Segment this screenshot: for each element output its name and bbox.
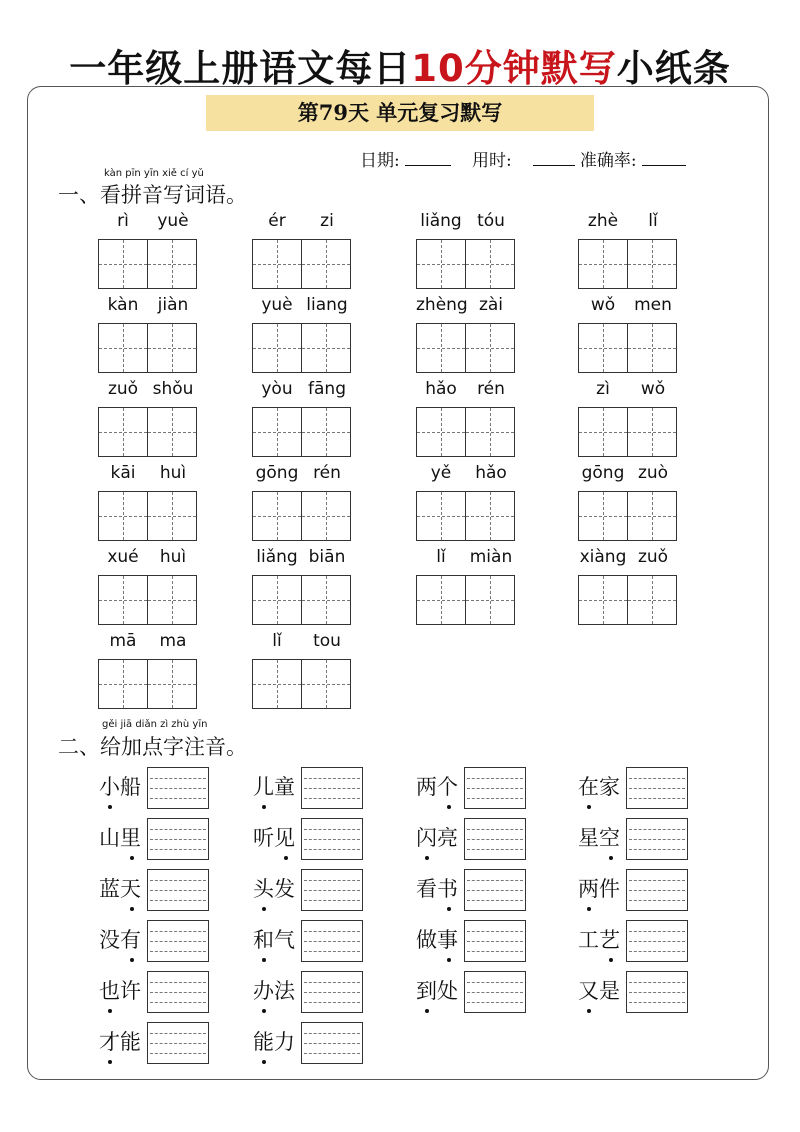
zhuyin-item [578, 869, 690, 913]
emphasis-dot [587, 1009, 591, 1013]
day-label: 第79天 单元复习默写 [206, 95, 594, 131]
writing-grid[interactable] [578, 407, 678, 457]
writing-cell[interactable] [301, 323, 351, 373]
emphasis-dot [262, 805, 266, 809]
pinyin-syllable: zuǒ [107, 379, 139, 399]
pinyin-syllable: liǎng [420, 211, 462, 231]
pinyin-label [416, 295, 516, 317]
pinyin-syllable: liǎng [256, 547, 298, 567]
zhuyin-item [253, 767, 365, 811]
emphasis-dot [108, 805, 112, 809]
zhuyin-item [253, 818, 365, 862]
pinyin-label [252, 463, 352, 485]
pinyin-answer-box[interactable] [147, 920, 209, 962]
word-text: 蓝天 [99, 877, 141, 901]
writing-cell[interactable] [98, 323, 148, 373]
word-text: 头发 [253, 877, 295, 901]
writing-cell[interactable] [416, 239, 466, 289]
zhuyin-item [99, 920, 211, 964]
pinyin-answer-box[interactable] [464, 971, 526, 1013]
pinyin-syllable: zi [320, 211, 334, 231]
pinyin-answer-box[interactable] [464, 920, 526, 962]
pinyin-syllable: wǒ [640, 379, 666, 399]
pinyin-label [578, 295, 678, 317]
pinyin-label [98, 211, 198, 233]
writing-grid[interactable] [416, 239, 516, 289]
writing-grid[interactable] [416, 323, 516, 373]
writing-cell[interactable] [627, 323, 677, 373]
zhuyin-item [416, 767, 528, 811]
pinyin-syllable: jiàn [157, 295, 189, 315]
pinyin-label [416, 463, 516, 485]
date-blank[interactable] [405, 165, 451, 166]
pinyin-syllable: zì [596, 379, 610, 399]
writing-grid[interactable] [98, 575, 198, 625]
writing-grid[interactable] [578, 323, 678, 373]
writing-cell[interactable] [578, 491, 628, 541]
emphasis-dot [130, 958, 134, 962]
emphasis-dot [609, 856, 613, 860]
pinyin-syllable: kāi [110, 463, 136, 483]
zhuyin-item [578, 920, 690, 964]
pinyin-syllable: liang [306, 295, 348, 315]
pinyin-answer-box[interactable] [301, 920, 363, 962]
pinyin-syllable: yuè [261, 295, 293, 315]
zhuyin-item [99, 869, 211, 913]
writing-cell[interactable] [252, 407, 302, 457]
pinyin-syllable: men [634, 295, 672, 315]
writing-cell[interactable] [252, 659, 302, 709]
writing-cell[interactable] [578, 323, 628, 373]
title-accent: 10分钟默写 [411, 47, 617, 90]
word-text: 也许 [99, 979, 141, 1003]
pinyin-syllable: gōng [581, 463, 625, 483]
pinyin-answer-box[interactable] [147, 1022, 209, 1064]
pinyin-syllable: lǐ [648, 211, 658, 231]
pinyin-syllable: lǐ [272, 631, 282, 651]
word-text: 闪亮 [416, 826, 458, 850]
word-text: 在家 [578, 775, 620, 799]
pinyin-syllable: rì [117, 211, 129, 231]
writing-cell[interactable] [98, 407, 148, 457]
emphasis-dot [447, 907, 451, 911]
pinyin-syllable: huì [159, 547, 187, 567]
writing-grid[interactable] [416, 407, 516, 457]
emphasis-dot [108, 1009, 112, 1013]
pinyin-label [416, 547, 516, 569]
writing-cell[interactable] [301, 491, 351, 541]
word-text: 才能 [99, 1030, 141, 1054]
pinyin-syllable: kàn [107, 295, 139, 315]
section2-ruby: gěi jiā diǎn zì zhù yīn [102, 719, 208, 730]
word-text: 办法 [253, 979, 295, 1003]
pinyin-label [578, 463, 678, 485]
pinyin-syllable: mā [109, 631, 137, 651]
pinyin-answer-box[interactable] [301, 869, 363, 911]
word-text: 两件 [578, 877, 620, 901]
writing-cell[interactable] [252, 491, 302, 541]
pinyin-answer-box[interactable] [626, 971, 688, 1013]
writing-cell[interactable] [301, 239, 351, 289]
pinyin-label [416, 211, 516, 233]
pinyin-label [98, 631, 198, 653]
zhuyin-item [578, 818, 690, 862]
accuracy-blank[interactable] [642, 165, 686, 166]
pinyin-label [578, 379, 678, 401]
zhuyin-item [99, 971, 211, 1015]
pinyin-syllable: huì [159, 463, 187, 483]
zhuyin-item [253, 971, 365, 1015]
word-text: 看书 [416, 877, 458, 901]
writing-cell[interactable] [578, 239, 628, 289]
pinyin-syllable: gōng [255, 463, 299, 483]
writing-cell[interactable] [98, 659, 148, 709]
word-text: 小船 [99, 775, 141, 799]
word-text: 能力 [253, 1030, 295, 1054]
writing-grid[interactable] [252, 239, 352, 289]
pinyin-syllable: hǎo [475, 463, 507, 483]
pinyin-syllable: zuǒ [637, 547, 669, 567]
writing-cell[interactable] [147, 323, 197, 373]
pinyin-answer-box[interactable] [464, 767, 526, 809]
writing-cell[interactable] [578, 575, 628, 625]
emphasis-dot [587, 907, 591, 911]
pinyin-syllable: ér [268, 211, 286, 231]
pinyin-syllable: lǐ [436, 547, 446, 567]
pinyin-syllable: zhèng [416, 295, 468, 315]
writing-grid[interactable] [98, 659, 198, 709]
writing-cell[interactable] [98, 575, 148, 625]
word-text: 又是 [578, 979, 620, 1003]
writing-cell[interactable] [252, 575, 302, 625]
writing-cell[interactable] [301, 659, 351, 709]
writing-cell[interactable] [252, 239, 302, 289]
zhuyin-item [578, 971, 690, 1015]
word-text: 没有 [99, 928, 141, 952]
pinyin-syllable: zài [478, 295, 504, 315]
emphasis-dot [587, 805, 591, 809]
writing-cell[interactable] [147, 659, 197, 709]
date-label: 日期: [360, 151, 400, 171]
emphasis-dot [108, 1060, 112, 1064]
pinyin-answer-box[interactable] [464, 869, 526, 911]
writing-grid[interactable] [416, 575, 516, 625]
word-text: 星空 [578, 826, 620, 850]
writing-grid[interactable] [98, 407, 198, 457]
writing-cell[interactable] [627, 407, 677, 457]
pinyin-syllable: tóu [477, 211, 505, 231]
pinyin-label [252, 295, 352, 317]
writing-cell[interactable] [465, 323, 515, 373]
zhuyin-item [416, 818, 528, 862]
time-label: 用时: [471, 151, 512, 171]
word-text: 儿童 [253, 775, 295, 799]
writing-cell[interactable] [465, 407, 515, 457]
zhuyin-item [416, 971, 528, 1015]
pinyin-answer-box[interactable] [301, 767, 363, 809]
writing-cell[interactable] [301, 575, 351, 625]
word-text: 两个 [416, 775, 458, 799]
section1-title: 一、看拼音写词语。 [58, 183, 247, 207]
pinyin-syllable: xiàng [579, 547, 627, 567]
pinyin-syllable: rén [313, 463, 341, 483]
writing-cell[interactable] [416, 407, 466, 457]
emphasis-dot [425, 1009, 429, 1013]
pinyin-syllable: yòu [261, 379, 293, 399]
word-text: 工艺 [578, 928, 620, 952]
writing-cell[interactable] [147, 575, 197, 625]
writing-grid[interactable] [578, 575, 678, 625]
pinyin-answer-box[interactable] [147, 818, 209, 860]
pinyin-answer-box[interactable] [626, 818, 688, 860]
pinyin-answer-box[interactable] [626, 767, 688, 809]
writing-grid[interactable] [98, 491, 198, 541]
pinyin-label [98, 379, 198, 401]
pinyin-syllable: rén [477, 379, 505, 399]
word-text: 做事 [416, 928, 458, 952]
writing-grid[interactable] [252, 659, 352, 709]
pinyin-answer-box[interactable] [147, 869, 209, 911]
emphasis-dot [262, 907, 266, 911]
title-before: 一年级上册语文每日 [69, 47, 412, 90]
writing-cell[interactable] [416, 491, 466, 541]
pinyin-syllable: biān [308, 547, 346, 567]
pinyin-syllable: yě [430, 463, 452, 483]
writing-cell[interactable] [98, 491, 148, 541]
emphasis-dot [262, 1060, 266, 1064]
emphasis-dot [130, 907, 134, 911]
pinyin-answer-box[interactable] [626, 920, 688, 962]
writing-cell[interactable] [416, 323, 466, 373]
pinyin-syllable: xué [107, 547, 139, 567]
zhuyin-item [253, 1022, 365, 1066]
zhuyin-item [99, 1022, 211, 1066]
writing-cell[interactable] [301, 407, 351, 457]
writing-cell[interactable] [627, 575, 677, 625]
pinyin-syllable: zuò [637, 463, 669, 483]
zhuyin-item [99, 767, 211, 811]
writing-cell[interactable] [147, 407, 197, 457]
pinyin-label [252, 547, 352, 569]
writing-grid[interactable] [252, 323, 352, 373]
accuracy-label: 准确率: [579, 151, 637, 171]
emphasis-dot [425, 856, 429, 860]
pinyin-syllable: hǎo [425, 379, 457, 399]
emphasis-dot [130, 856, 134, 860]
writing-cell[interactable] [465, 575, 515, 625]
pinyin-label [98, 463, 198, 485]
pinyin-label [252, 211, 352, 233]
pinyin-label [252, 379, 352, 401]
pinyin-label [578, 211, 678, 233]
pinyin-syllable: shǒu [152, 379, 194, 399]
pinyin-syllable: zhè [587, 211, 619, 231]
pinyin-label [578, 547, 678, 569]
word-text: 和气 [253, 928, 295, 952]
pinyin-syllable: ma [159, 631, 187, 651]
zhuyin-item [253, 920, 365, 964]
page-title [0, 38, 800, 92]
writing-grid[interactable] [98, 323, 198, 373]
writing-grid[interactable] [252, 575, 352, 625]
pinyin-syllable: wǒ [590, 295, 616, 315]
emphasis-dot [447, 805, 451, 809]
writing-grid[interactable] [252, 491, 352, 541]
pinyin-syllable: tou [313, 631, 341, 651]
zhuyin-item [578, 767, 690, 811]
zhuyin-item [416, 869, 528, 913]
word-text: 听见 [253, 826, 295, 850]
pinyin-label [416, 379, 516, 401]
meta-row [360, 146, 686, 171]
pinyin-label [252, 631, 352, 653]
writing-cell[interactable] [147, 491, 197, 541]
writing-cell[interactable] [252, 323, 302, 373]
pinyin-syllable: fāng [308, 379, 346, 399]
time-blank[interactable] [533, 165, 575, 166]
zhuyin-item [99, 818, 211, 862]
writing-cell[interactable] [465, 239, 515, 289]
pinyin-answer-box[interactable] [301, 1022, 363, 1064]
title-after: 小纸条 [616, 47, 731, 90]
emphasis-dot [262, 958, 266, 962]
pinyin-answer-box[interactable] [301, 971, 363, 1013]
pinyin-syllable: yuè [157, 211, 189, 231]
writing-grid[interactable] [416, 491, 516, 541]
pinyin-label [98, 295, 198, 317]
word-text: 到处 [416, 979, 458, 1003]
section2-title: 二、给加点字注音。 [58, 735, 247, 759]
writing-grid[interactable] [252, 407, 352, 457]
section1-ruby: kàn pīn yīn xiě cí yǔ [104, 168, 204, 179]
writing-cell[interactable] [465, 491, 515, 541]
pinyin-answer-box[interactable] [147, 971, 209, 1013]
writing-cell[interactable] [98, 239, 148, 289]
writing-cell[interactable] [147, 239, 197, 289]
pinyin-answer-box[interactable] [301, 818, 363, 860]
word-text: 山里 [99, 826, 141, 850]
writing-grid[interactable] [98, 239, 198, 289]
emphasis-dot [447, 958, 451, 962]
emphasis-dot [609, 958, 613, 962]
emphasis-dot [284, 856, 288, 860]
pinyin-answer-box[interactable] [147, 767, 209, 809]
writing-cell[interactable] [627, 239, 677, 289]
writing-cell[interactable] [416, 575, 466, 625]
pinyin-answer-box[interactable] [464, 818, 526, 860]
pinyin-answer-box[interactable] [626, 869, 688, 911]
pinyin-syllable: miàn [469, 547, 513, 567]
pinyin-label [98, 547, 198, 569]
writing-grid[interactable] [578, 491, 678, 541]
writing-cell[interactable] [578, 407, 628, 457]
emphasis-dot [262, 1009, 266, 1013]
writing-cell[interactable] [627, 491, 677, 541]
writing-grid[interactable] [578, 239, 678, 289]
zhuyin-item [253, 869, 365, 913]
zhuyin-item [416, 920, 528, 964]
